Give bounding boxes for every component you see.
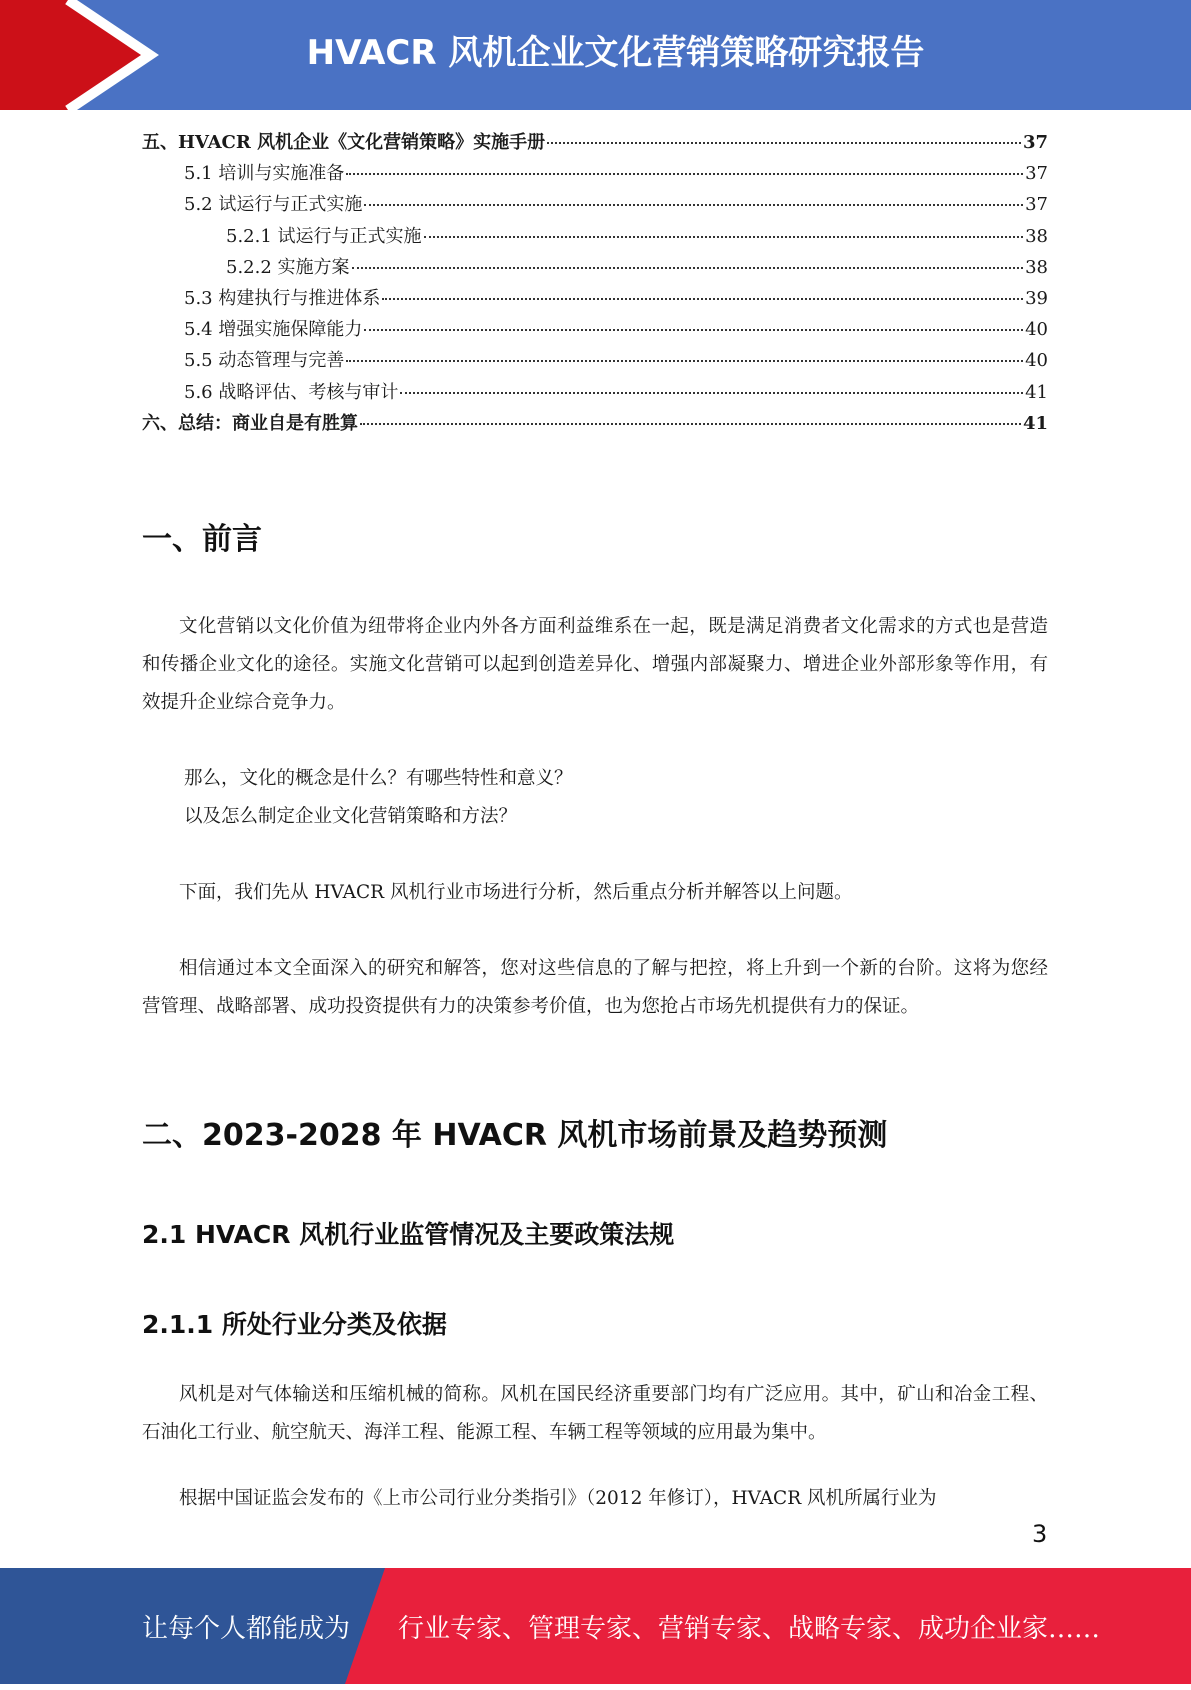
toc-item-label: 5.1 培训与实施准备 [184,163,345,185]
toc-item-page: 37 [1025,194,1048,216]
toc-item[interactable] [142,253,1048,284]
toc-leader-dots [360,423,1021,425]
toc-item-page: 37 [1022,132,1048,153]
paragraph-analysis-intro: 下面，我们先从 HVACR 风机行业市场进行分析，然后重点分析并解答以上问题。 [179,882,853,903]
footer-slogan-left: 让每个人都能成为 [142,1614,351,1644]
toc-item-page: 40 [1025,350,1048,372]
toc-leader-dots [547,142,1021,144]
paragraph-value: 相信通过本文全面深入的研究和解答，您对这些信息的了解与把控，将上升到一个新的台阶。这将为您经营管理、战略部署、成功投资提供有力的决策参考价值，也为您抢占市场先机提供有力的保证。 [142,958,1048,1017]
toc-leader-dots [346,173,1023,175]
paragraph-industry-classification: 根据中国证监会发布的《上市公司行业分类指引》（2012 年修订），HVACR 风机所属行业为 [179,1488,937,1509]
toc-item-label: 5.2 试运行与正式实施 [184,194,363,216]
toc-leader-dots [364,329,1023,331]
toc-item-page: 41 [1022,412,1048,434]
toc-item-page: 39 [1025,287,1048,309]
toc-item[interactable] [142,190,1048,221]
paragraph-fan-definition: 风机是对气体输送和压缩机械的简称。风机在国民经济重要部门均有广泛应用。其中，矿山和冶金工程、石油化工行业、航空航天、海洋工程、能源工程、车辆工程等领域的应用最为集中。 [142,1384,1048,1443]
toc-leader-dots [346,360,1023,362]
page-number: 3 [1032,1520,1048,1548]
toc-item-page: 38 [1025,225,1048,247]
toc-item-page: 38 [1025,256,1048,278]
toc-leader-dots [424,236,1024,238]
section-heading-market: 二、2023-2028 年 HVACR 风机市场前景及趋势预测 [142,1118,888,1153]
toc-item-label: 5.3 构建执行与推进体系 [184,287,381,309]
toc-item[interactable] [142,159,1048,190]
toc-item-label: 5.2.1 试运行与正式实施 [226,225,422,247]
toc-item[interactable] [142,128,1048,159]
toc-item[interactable] [142,346,1048,377]
toc-leader-dots [382,298,1023,300]
toc-item-label: 5.4 增强实施保障能力 [184,319,363,341]
header-banner [0,0,1191,110]
toc-item-label: 五、HVACR 风机企业《文化营销策略》实施手册 [142,132,546,153]
toc-item-page: 37 [1025,163,1048,185]
toc-item-page: 41 [1025,381,1048,403]
report-title: HVACR 风机企业文化营销策略研究报告 [306,33,925,73]
toc-item[interactable] [142,409,1048,440]
toc-item-label: 5.5 动态管理与完善 [184,350,345,372]
toc-leader-dots [400,392,1023,394]
toc-item-label: 六、总结：商业自是有胜算 [142,412,358,434]
subsection-heading-2-1-1: 2.1.1 所处行业分类及依据 [142,1310,447,1339]
section-heading-preface: 一、前言 [142,522,262,557]
question-line-1: 那么，文化的概念是什么？有哪些特性和意义？ [184,768,573,789]
toc-item[interactable] [142,222,1048,253]
toc-item[interactable] [142,315,1048,346]
subsection-heading-2-1: 2.1 HVACR 风机行业监管情况及主要政策法规 [142,1220,675,1249]
footer-banner [0,1568,1191,1684]
paragraph-intro: 文化营销以文化价值为纽带将企业内外各方面利益维系在一起，既是满足消费者文化需求的方式也是营造和传播企业文化的途径。实施文化营销可以起到创造差异化、增强内部凝聚力、增进企业外部形象等作用，有效提升企业综合竞争力。 [142,616,1048,713]
toc-item-label: 5.6 战略评估、考核与审计 [184,381,399,403]
question-line-2: 以及怎么制定企业文化营销策略和方法？ [184,806,518,827]
toc-item-page: 40 [1025,319,1048,341]
toc-leader-dots [364,204,1023,206]
toc-item-label: 5.2.2 实施方案 [226,256,350,278]
toc-item[interactable] [142,378,1048,409]
toc-leader-dots [352,267,1024,269]
table-of-contents [142,128,1048,440]
footer-slogan-right: 行业专家、管理专家、营销专家、战略专家、成功企业家…… [398,1614,1101,1644]
toc-item[interactable] [142,284,1048,315]
